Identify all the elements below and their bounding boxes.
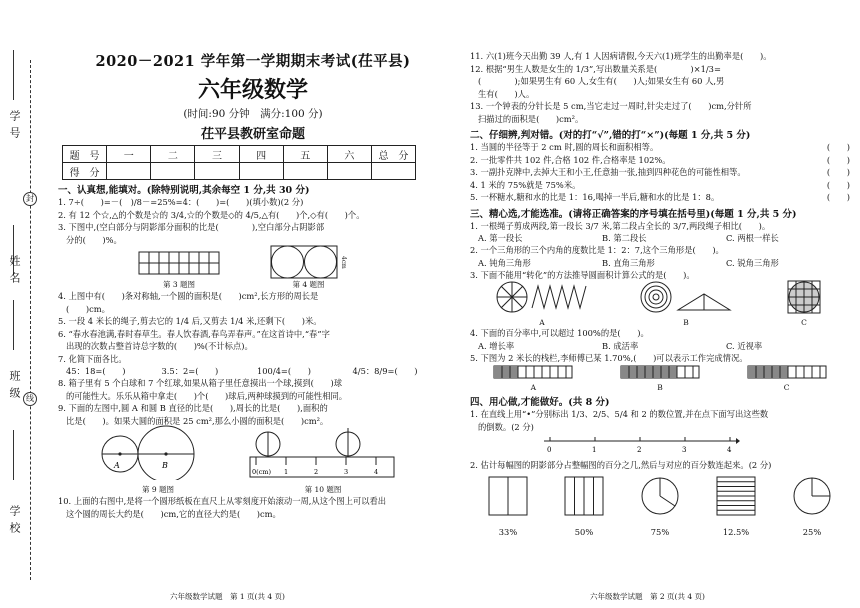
problem-1: 1. 在直线上用“•”分别标出 1/3、2/5、5/4 和 2 的数位置,并在点下面写出这些数 [470, 409, 769, 419]
numline-tick: 3 [682, 446, 687, 454]
option: B. 第二段长 [602, 233, 647, 243]
figure-9 [98, 424, 218, 495]
col-header: 四 [239, 146, 283, 163]
shaded-figures [470, 476, 850, 516]
score-cell[interactable] [371, 163, 415, 180]
figure-4 [270, 245, 347, 290]
choice-4-options [470, 340, 850, 352]
page-2-footer: 六年级数学试题 第 2 页(共 4 页) [590, 592, 705, 601]
figure-10 [248, 424, 398, 495]
option: B. 直角三角形 [602, 257, 655, 268]
option: A. 第一段长 [478, 233, 523, 243]
percent-label: 12.5% [722, 526, 750, 537]
grid-circle-figure [784, 280, 824, 314]
fence-figure [620, 365, 700, 379]
score-cell[interactable] [283, 163, 327, 180]
student-id-label: 学号 [8, 110, 21, 144]
question-2: 2. 有 12 个☆,△的个数是☆的 3/4,☆的个数是◇的 4/5,△有( )个,◇有( )个。 [58, 209, 365, 220]
choice-5: 5. 下图为 2 米长的栈栏,李师傅已某 1.70%,( )可以表示工作完成情况。 [470, 352, 748, 363]
judge-answer-box[interactable]: ( ) [826, 154, 850, 165]
figure-4-circles [270, 245, 340, 279]
question-12: 12. 根据“男生人数是女生的 1/3”,写出数量关系是( )×1/3= [470, 63, 721, 74]
score-cell[interactable] [327, 163, 371, 180]
option-label: B [657, 383, 663, 392]
question-7-items [58, 365, 448, 377]
ruler-tick: 1 [284, 468, 289, 476]
percent-label: 75% [650, 526, 670, 537]
question-10: 10. 上面的右图中,是将一个圆形纸板在直尺上从零刻度开始滚动一周,从这个图上可以看出 [58, 496, 387, 506]
choice-5-fences [470, 364, 850, 392]
col-header: 总 分 [371, 146, 415, 163]
question-6-cont: 出现的次数占整首诗总字数的( )%(不计标点)。 [66, 341, 253, 351]
option: A. 增长率 [478, 340, 515, 351]
option: C. 近视率 [726, 340, 763, 351]
question-12-cont: ( );如果男生有 60 人,女生有( )人;如果女生有 60 人,男 [478, 76, 725, 86]
judge-text: 3. 一副扑克牌中,去掉大王和小王,任意抽一张,抽到四种花色的可能性相等。 [470, 167, 746, 177]
numline-tick: 4 [727, 446, 732, 454]
judge-answer-box[interactable]: ( ) [826, 142, 850, 152]
figure-3-caption: 第 3 题图 [162, 280, 196, 289]
ratio-item: 4/5：8/9=( ) [352, 366, 418, 376]
figure-option-c [784, 280, 824, 327]
option: B. 成活率 [602, 340, 639, 351]
fence-option-c [747, 364, 827, 392]
option: A. 钝角三角形 [478, 257, 531, 268]
option-label: C [783, 383, 790, 392]
ruler-tick: 3 [344, 468, 349, 476]
ratio-item: 100/4=( ) [257, 366, 311, 376]
question-10-cont: 这个圆的周长大约是( )cm,它的直径大约是( )cm。 [66, 508, 281, 519]
figure-4-caption: 第 4 题图 [292, 280, 325, 289]
section-2-heading: 二、仔细辨,判对错。(对的打“√”,错的打“×”)(每题 1 分,共 5 分) [470, 130, 751, 141]
problem-2: 2. 估计每幅图的阴影部分占整幅图的百分之几,然后与对应的百分数连起来。(2 分) [470, 460, 772, 470]
numline-tick: 0 [547, 446, 552, 454]
circle-figure [792, 476, 832, 516]
score-cell[interactable] [107, 163, 151, 180]
question-9-cont: 比是( )。如果大圆的面积是 25 cm²,那么小圆的面积是( )cm²。 [66, 415, 329, 426]
question-7: 7. 化简下面各比。 [58, 353, 127, 364]
label-A: A [114, 461, 120, 470]
gutter-rule [13, 50, 14, 100]
fence-option-b [620, 364, 700, 392]
line-mark: 线 [23, 392, 37, 406]
fence-figure [493, 365, 573, 379]
numline-tick: 1 [592, 446, 597, 454]
question-4: 4. 上图中有( )条对称轴,一个圆的面积是( )cm²,长方形的周长是 [58, 291, 319, 301]
judge-answer-box[interactable]: ( ) [826, 192, 850, 202]
question-1: 1. 7÷( )=－( )/8－=25%=4：( )=( )(填小数)(2 分) [58, 197, 304, 207]
figure-4-dimension: 4cm [340, 255, 347, 269]
binding-line [30, 60, 31, 580]
question-9: 9. 下面的左图中,圆 A 和圆 B 直径的比是( ),周长的比是( ),面积的 [58, 403, 328, 413]
option-label: A [530, 383, 537, 392]
gutter-rule [13, 300, 14, 350]
section-3-heading: 三、精心选,才能选准。(请将正确答案的序号填在括号里)(每题 1 分,共 5 分) [470, 208, 797, 220]
question-3-cont: 分的( )%。 [66, 234, 122, 245]
figures-3-4 [58, 246, 448, 290]
section-4-heading: 四、用心做,才能做好。(共 8 分) [470, 397, 610, 408]
number-line [540, 433, 740, 455]
figure-9-circles [98, 424, 218, 480]
question-11: 11. 六(1)班今天出勤 39 人,有 1 人因病请假,今天六(1)班学生的出勤率是( )。 [470, 51, 772, 61]
choice-1: 1. 一根绳子剪成两段,第一段长 3/7 米,第二段占全长的 3/7,两段绳子相比( )。 [470, 220, 771, 231]
figure-9-caption: 第 9 题图 [141, 485, 175, 494]
choice-2: 2. 一个三角形的三个内角的度数比是 1：2：7,这个三角形是( )。 [470, 245, 724, 255]
figure-option-b [640, 280, 732, 327]
section-1-heading: 一、认真想,能填对。(除特别说明,其余每空 1 分,共 30 分) [58, 185, 310, 196]
judge-text: 4. 1 米的 75%就是 75%米。 [470, 179, 581, 190]
binding-gutter [0, 0, 52, 608]
school-label: 学校 [8, 505, 21, 539]
choice-2-options [470, 257, 850, 269]
figure-10-ruler [248, 424, 398, 480]
question-6: 6. “春水春池满,春时春草生。春人饮春酒,春鸟弄春声。”在这首诗中,“春”字 [58, 328, 330, 339]
question-5: 5. 一段 4 米长的绳子,剪去它的 1/4 后,又剪去 1/4 米,还剩下( )米。 [58, 316, 322, 326]
judge-item [470, 191, 850, 204]
ruler-tick: 4 [374, 468, 379, 476]
row-label: 得 分 [63, 163, 107, 180]
problem-1-cont: 的倒数。(2 分) [478, 421, 534, 432]
name-label: 姓名 [8, 255, 21, 289]
fence-option-a [493, 364, 573, 392]
figure-3 [138, 251, 220, 290]
judge-text: 1. 当圆的半径等于 2 cm 时,圆的周长和面积相等。 [470, 142, 659, 152]
question-13: 13. 一个钟表的分针长是 5 cm,当它走过一周时,针尖走过了( )cm,分针所 [470, 101, 752, 111]
ratio-item: 45：18=( ) [66, 366, 126, 376]
choice-1-options [470, 232, 850, 244]
author: 茌平县教研室命题 [200, 127, 305, 142]
page-2 [470, 50, 850, 538]
question-4-cont: ( )cm。 [66, 303, 110, 314]
question-8-cont: 的可能性大。乐乐从箱中拿走( )个( )球后,两种球摸到的可能性相同。 [66, 390, 348, 401]
class-label: 班级 [8, 370, 21, 404]
score-table [62, 145, 416, 180]
judge-answer-box[interactable]: ( ) [826, 179, 850, 190]
sector-fan-figure [496, 280, 588, 314]
percent-options [470, 526, 850, 538]
label-B: B [162, 461, 168, 470]
score-cell[interactable] [151, 163, 195, 180]
pie-figure [640, 476, 680, 516]
col-header: 一 [107, 146, 151, 163]
ruler-tick: 0(cm) [252, 468, 272, 476]
col-header: 三 [195, 146, 239, 163]
judge-item [470, 179, 850, 192]
ratio-item: 3.5：2=( ) [161, 366, 219, 376]
option-label: A [539, 318, 545, 327]
numline-tick: 2 [637, 446, 642, 454]
page-1 [58, 50, 448, 520]
judge-item [470, 141, 850, 154]
score-cell[interactable] [239, 163, 283, 180]
half-shaded-figure [488, 476, 528, 516]
col-header: 二 [151, 146, 195, 163]
exam-title: 2020－2021 学年第一学期期末考试(茌平县) [95, 53, 411, 70]
percent-label: 25% [802, 526, 822, 537]
figure-10-caption: 第 10 题图 [304, 485, 342, 494]
option-label: B [683, 318, 689, 327]
percent-label: 50% [574, 526, 594, 537]
gutter-rule [13, 430, 14, 480]
score-cell[interactable] [195, 163, 239, 180]
option: C. 锐角三角形 [726, 257, 779, 268]
question-3: 3. 下图中,(空白部分与阴影部分面积的比是( ),空白部分占阴影部 [58, 222, 325, 232]
ruler-tick: 2 [314, 468, 319, 476]
subject-title: 六年级数学 [197, 77, 308, 103]
fence-figure [747, 365, 827, 379]
time-info: (时间:90 分钟 满分:100 分) [183, 108, 323, 120]
choice-3-figures [470, 281, 850, 327]
choice-3: 3. 下面不能用“转化”的方法推导圆面积计算公式的是( )。 [470, 269, 695, 280]
rings-figure [640, 280, 732, 314]
option-label: C [801, 318, 807, 327]
col-header: 六 [327, 146, 371, 163]
figures-9-10 [58, 427, 448, 495]
question-8: 8. 箱子里有 5 个白球和 7 个红球,如果从箱子里任意摸出一个球,摸到( )球 [58, 378, 343, 388]
option: C. 两根一样长 [726, 233, 779, 243]
question-13-cont: 扫描过的面积是( )cm²。 [478, 113, 584, 124]
seal-mark: 封 [23, 192, 37, 206]
judge-text: 2. 一批零件共 102 件,合格 102 件,合格率是 102%。 [470, 154, 671, 165]
judge-answer-box[interactable]: ( ) [826, 167, 850, 177]
col-header: 五 [283, 146, 327, 163]
judge-text: 5. 一杯糖水,糖和水的比是 1：16,喝掉一半后,糖和水的比是 1：8。 [470, 192, 720, 202]
judge-item [470, 166, 850, 179]
question-12-cont2: 生有( )人。 [478, 88, 535, 99]
row-label: 题 号 [63, 146, 107, 163]
quarter-shaded-figure [564, 476, 604, 516]
figure-option-a [496, 280, 588, 327]
choice-4: 4. 下面的百分率中,可以超过 100%的是( )。 [470, 328, 649, 338]
figure-3-grid [138, 251, 220, 275]
judge-item [470, 154, 850, 167]
striped-figure [716, 476, 756, 516]
page-1-footer: 六年级数学试题 第 1 页(共 4 页) [170, 592, 285, 601]
percent-label: 33% [498, 526, 518, 537]
